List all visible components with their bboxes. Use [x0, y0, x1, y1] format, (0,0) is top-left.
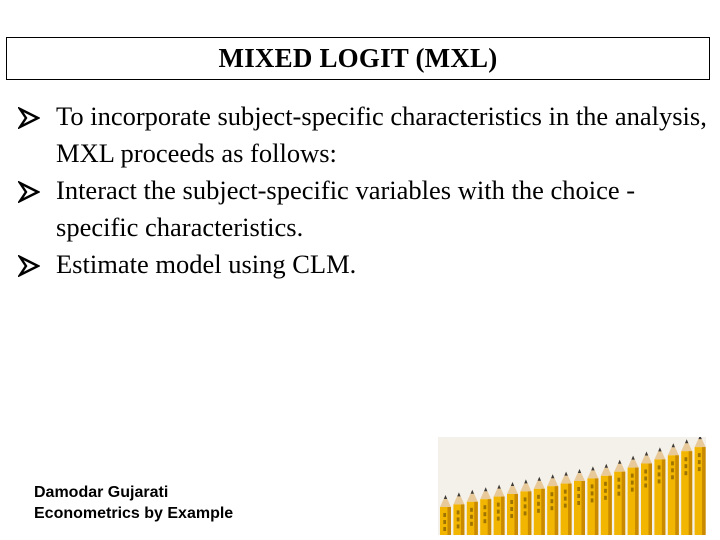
pencils-image: [438, 437, 706, 535]
arrow-bullet-icon: [18, 255, 40, 277]
bullet-item: [18, 246, 708, 283]
bullet-text: Estimate model using CLM.: [56, 249, 357, 279]
footer-author: Damodar Gujarati: [34, 484, 169, 501]
pencil: [601, 464, 612, 535]
bullet-text: Interact the subject-specific variables with the choice -specific characteristics.: [56, 175, 636, 242]
pencil: [547, 474, 558, 535]
pencil: [695, 437, 706, 535]
slide-title: MIXED LOGIT (MXL): [218, 43, 498, 73]
pencil: [561, 472, 572, 535]
pencil: [628, 456, 639, 535]
slide-title-box: [6, 37, 710, 80]
pencil: [574, 469, 585, 535]
pencil: [681, 439, 692, 535]
bullet-list: [18, 98, 708, 283]
pencil: [587, 466, 598, 535]
pencil: [654, 447, 665, 535]
pencil: [668, 443, 679, 535]
arrow-bullet-icon: [18, 181, 40, 203]
footer-book: Econometrics by Example: [34, 505, 234, 522]
footer-credit: [34, 482, 233, 524]
pencil: [534, 477, 545, 535]
bullet-item: [18, 172, 708, 246]
bullet-item: [18, 98, 708, 172]
arrow-bullet-icon: [18, 107, 40, 129]
pencil: [614, 460, 625, 535]
bullet-text: To incorporate subject-specific characteristics in the analysis, MXL proceeds as follows:: [56, 101, 707, 168]
pencil: [641, 452, 652, 536]
